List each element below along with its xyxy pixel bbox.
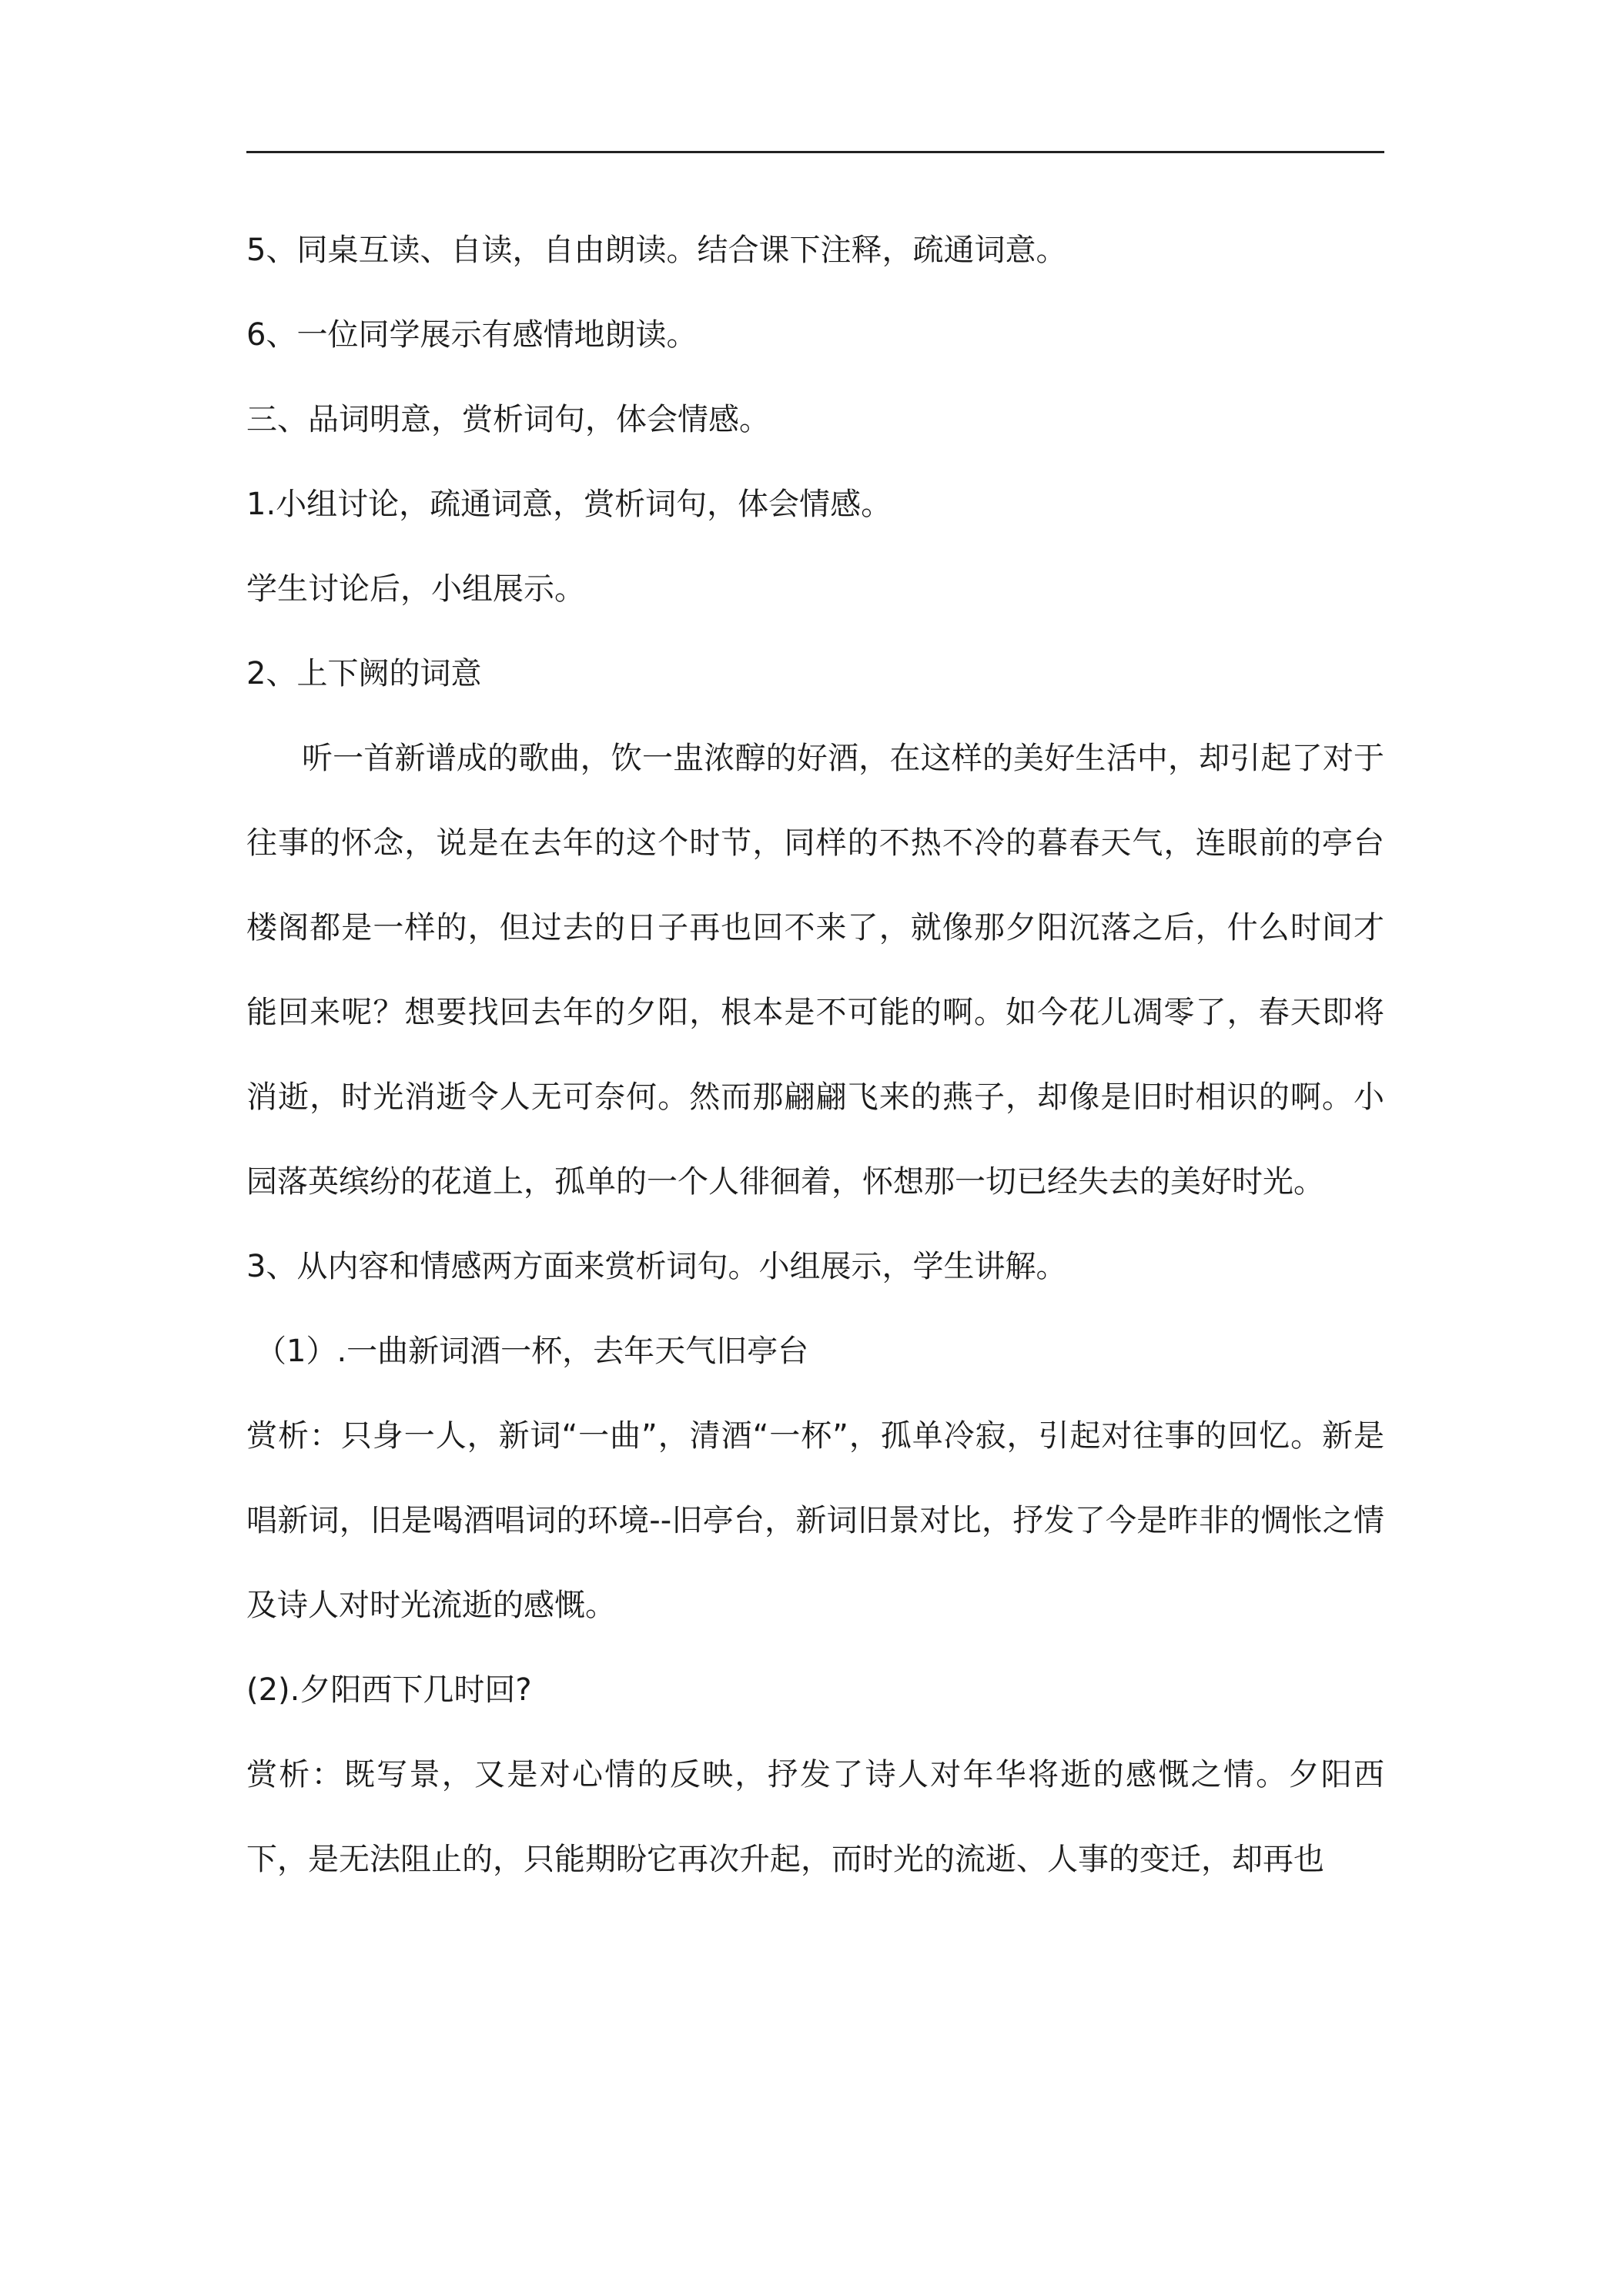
paragraph-step-2: 2、上下阙的词意 [246, 656, 482, 691]
translation-paragraph: 听一首新谱成的歌曲，饮一盅浓醇的好酒，在这样的美好生活中，却引起了对于往事的怀念，说是在去年的这个时节，同样的不热不冷的暮春天气，连眼前的亭台楼阁都是一样的，但过去的日子再也回不来了，就像那夕阳沉落之后，什么时间才能回来呢？想要找回去年的夕阳，根本是不可能的啊。如今花儿凋零了，春天即将消逝，时光消逝令人无可奈何。然而那翩翩飞来的燕子，却像是旧时相识的啊。小园落英缤纷的花道上，孤单的一个人徘徊着，怀想那一切已经失去的美好时光。 [246, 741, 1384, 1200]
paragraph-step-6: 6、一位同学展示有感情地朗读。 [246, 317, 698, 353]
item-2-title: (2).夕阳西下几时回? [246, 1672, 532, 1708]
section-heading-3: 三、品词明意，赏析词句，体会情感。 [246, 402, 770, 437]
header-rule [246, 151, 1384, 153]
item-2-analysis: 赏析：既写景，又是对心情的反映，抒发了诗人对年华将逝的感慨之情。夕阳西下，是无法阻止的，只能期盼它再次升起，而时光的流逝、人事的变迁，却再也 [246, 1757, 1384, 1877]
paragraph-step-1: 1.小组讨论，疏通词意，赏析词句，体会情感。 [246, 487, 892, 522]
page-content [246, 208, 1384, 1902]
paragraph-step-3: 3、从内容和情感两方面来赏析词句。小组展示，学生讲解。 [246, 1249, 1067, 1284]
paragraph-step-5: 5、同桌互读、自读，自由朗读。结合课下注释，疏通词意。 [246, 233, 1067, 268]
paragraph-discussion: 学生讨论后，小组展示。 [246, 571, 585, 607]
item-1-title: （1）.一曲新词酒一杯，去年天气旧亭台 [256, 1334, 809, 1369]
item-1-analysis: 赏析：只身一人，新词“一曲”，清酒“一杯”，孤单冷寂，引起对往事的回忆。新是唱新词，旧是喝酒唱词的环境--旧亭台，新词旧景对比，抒发了今是昨非的惆怅之情及诗人对时光流逝的感慨。 [246, 1418, 1384, 1623]
